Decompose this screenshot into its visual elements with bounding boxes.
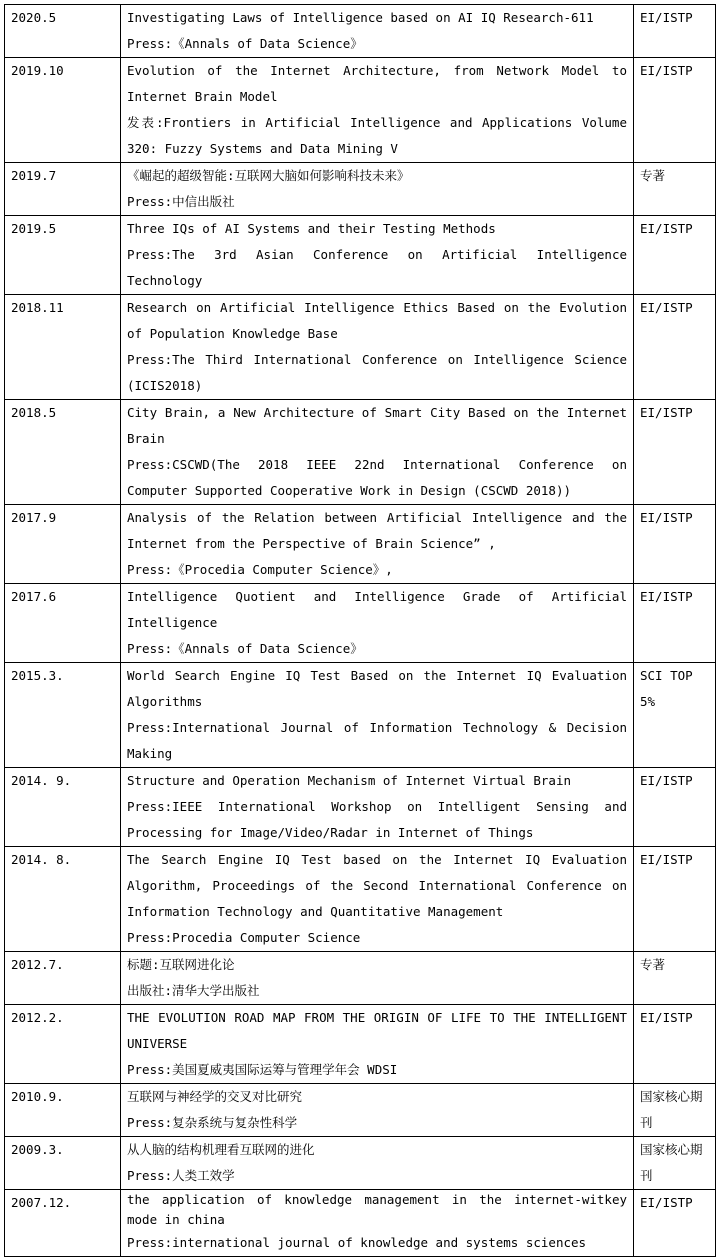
pub-title: Research on Artificial Intelligence Ethics Based on the Evolution of Population Knowledge Base: [127, 300, 627, 341]
title-cell: [121, 1005, 634, 1084]
title-cell: [121, 5, 634, 58]
date-cell: 2012.2.: [5, 1005, 121, 1084]
date-cell: 2020.5: [5, 5, 121, 58]
title-cell: [121, 1084, 634, 1137]
publications-body: [5, 5, 716, 1257]
publications-table: [4, 4, 716, 1257]
pub-press: Press:International Journal of Information Technology & Decision Making: [127, 720, 627, 761]
date-cell: 2019.10: [5, 58, 121, 163]
table-row: [5, 295, 716, 400]
index-cell: EI/ISTP: [634, 1190, 716, 1257]
table-row: [5, 1190, 716, 1257]
table-row: [5, 768, 716, 847]
date-cell: 2018.11: [5, 295, 121, 400]
index-cell: EI/ISTP: [634, 216, 716, 295]
title-cell: [121, 216, 634, 295]
date-cell: 2009.3.: [5, 1137, 121, 1190]
date-cell: 2019.5: [5, 216, 121, 295]
table-row: [5, 1084, 716, 1137]
pub-title: Three IQs of AI Systems and their Testing Methods: [127, 221, 496, 236]
pub-title: World Search Engine IQ Test Based on the Internet IQ Evaluation Algorithms: [127, 668, 627, 709]
title-cell: [121, 1137, 634, 1190]
pub-title: 《崛起的超级智能:互联网大脑如何影响科技未来》: [127, 168, 410, 183]
pub-title: 互联网与神经学的交叉对比研究: [127, 1089, 303, 1104]
pub-press: Press:《Procedia Computer Science》,: [127, 562, 393, 577]
pub-press: Press:Procedia Computer Science: [127, 930, 361, 945]
pub-title: 从人脑的结构机理看互联网的进化: [127, 1142, 315, 1157]
index-cell: SCI TOP 5%: [634, 663, 716, 768]
title-cell: [121, 295, 634, 400]
pub-title: Evolution of the Internet Architecture, from Network Model to Internet Brain Model: [127, 63, 627, 104]
date-cell: 2014. 8.: [5, 847, 121, 952]
title-cell: [121, 1190, 634, 1257]
table-row: [5, 1005, 716, 1084]
table-row: [5, 216, 716, 295]
index-cell: EI/ISTP: [634, 584, 716, 663]
date-cell: 2017.6: [5, 584, 121, 663]
date-cell: 2018.5: [5, 400, 121, 505]
title-cell: [121, 584, 634, 663]
table-row: [5, 163, 716, 216]
table-row: [5, 584, 716, 663]
index-cell: 国家核心期刊: [634, 1084, 716, 1137]
pub-press: Press:The Third International Conference on Intelligence Science (ICIS2018): [127, 352, 627, 393]
title-cell: [121, 505, 634, 584]
table-row: [5, 505, 716, 584]
table-row: [5, 58, 716, 163]
pub-title: The Search Engine IQ Test based on the Internet IQ Evaluation Algorithm, Proceedings of the Second International Conference on Information Technology and Quantitative Management: [127, 852, 627, 919]
table-row: [5, 663, 716, 768]
table-row: [5, 5, 716, 58]
title-cell: [121, 952, 634, 1005]
title-cell: [121, 163, 634, 216]
pub-press: Press:CSCWD(The 2018 IEEE 22nd International Conference on Computer Supported Cooperative Work in Design (CSCWD 2018)): [127, 457, 627, 498]
pub-title: City Brain, a New Architecture of Smart City Based on the Internet Brain: [127, 405, 627, 446]
pub-press: Press:复杂系统与复杂性科学: [127, 1115, 298, 1130]
index-cell: EI/ISTP: [634, 847, 716, 952]
pub-title: 标题:互联网进化论: [127, 957, 235, 972]
table-row: [5, 400, 716, 505]
pub-title: THE EVOLUTION ROAD MAP FROM THE ORIGIN OF LIFE TO THE INTELLIGENT UNIVERSE: [127, 1010, 627, 1051]
title-cell: [121, 847, 634, 952]
pub-title: the application of knowledge management in the internet-witkey mode in china: [127, 1192, 627, 1227]
pub-press: Press:The 3rd Asian Conference on Artificial Intelligence Technology: [127, 247, 627, 288]
pub-press: Press:《Annals of Data Science》: [127, 641, 363, 656]
pub-title: Intelligence Quotient and Intelligence Grade of Artificial Intelligence: [127, 589, 627, 630]
table-row: [5, 1137, 716, 1190]
index-cell: 国家核心期刊: [634, 1137, 716, 1190]
index-cell: EI/ISTP: [634, 768, 716, 847]
pub-press: Press:中信出版社: [127, 194, 235, 209]
table-row: [5, 952, 716, 1005]
index-cell: EI/ISTP: [634, 505, 716, 584]
title-cell: [121, 663, 634, 768]
title-cell: [121, 400, 634, 505]
date-cell: 2019.7: [5, 163, 121, 216]
date-cell: 2017.9: [5, 505, 121, 584]
index-cell: 专著: [634, 952, 716, 1005]
pub-press: 发表:Frontiers in Artificial Intelligence and Applications Volume 320: Fuzzy Systems and Data Mining V: [127, 115, 627, 156]
pub-title: Investigating Laws of Intelligence based on AI IQ Research-611: [127, 10, 594, 25]
index-cell: EI/ISTP: [634, 58, 716, 163]
date-cell: 2014. 9.: [5, 768, 121, 847]
pub-press: Press:美国夏威夷国际运筹与管理学年会 WDSI: [127, 1062, 398, 1077]
table-row: [5, 847, 716, 952]
date-cell: 2012.7.: [5, 952, 121, 1005]
date-cell: 2015.3.: [5, 663, 121, 768]
pub-title: Analysis of the Relation between Artificial Intelligence and the Internet from the Perspective of Brain Science” ,: [127, 510, 627, 551]
title-cell: [121, 768, 634, 847]
title-cell: [121, 58, 634, 163]
pub-press: Press:《Annals of Data Science》: [127, 36, 363, 51]
pub-title: Structure and Operation Mechanism of Internet Virtual Brain: [127, 773, 572, 788]
index-cell: EI/ISTP: [634, 295, 716, 400]
pub-press: Press:international journal of knowledge and systems sciences: [127, 1235, 587, 1250]
index-cell: EI/ISTP: [634, 5, 716, 58]
pub-press: 出版社:清华大学出版社: [127, 983, 260, 998]
index-cell: EI/ISTP: [634, 1005, 716, 1084]
date-cell: 2010.9.: [5, 1084, 121, 1137]
pub-press: Press:IEEE International Workshop on Intelligent Sensing and Processing for Image/Video/Radar in Internet of Things: [127, 799, 627, 840]
index-cell: 专著: [634, 163, 716, 216]
date-cell: 2007.12.: [5, 1190, 121, 1257]
pub-press: Press:人类工效学: [127, 1168, 235, 1183]
index-cell: EI/ISTP: [634, 400, 716, 505]
